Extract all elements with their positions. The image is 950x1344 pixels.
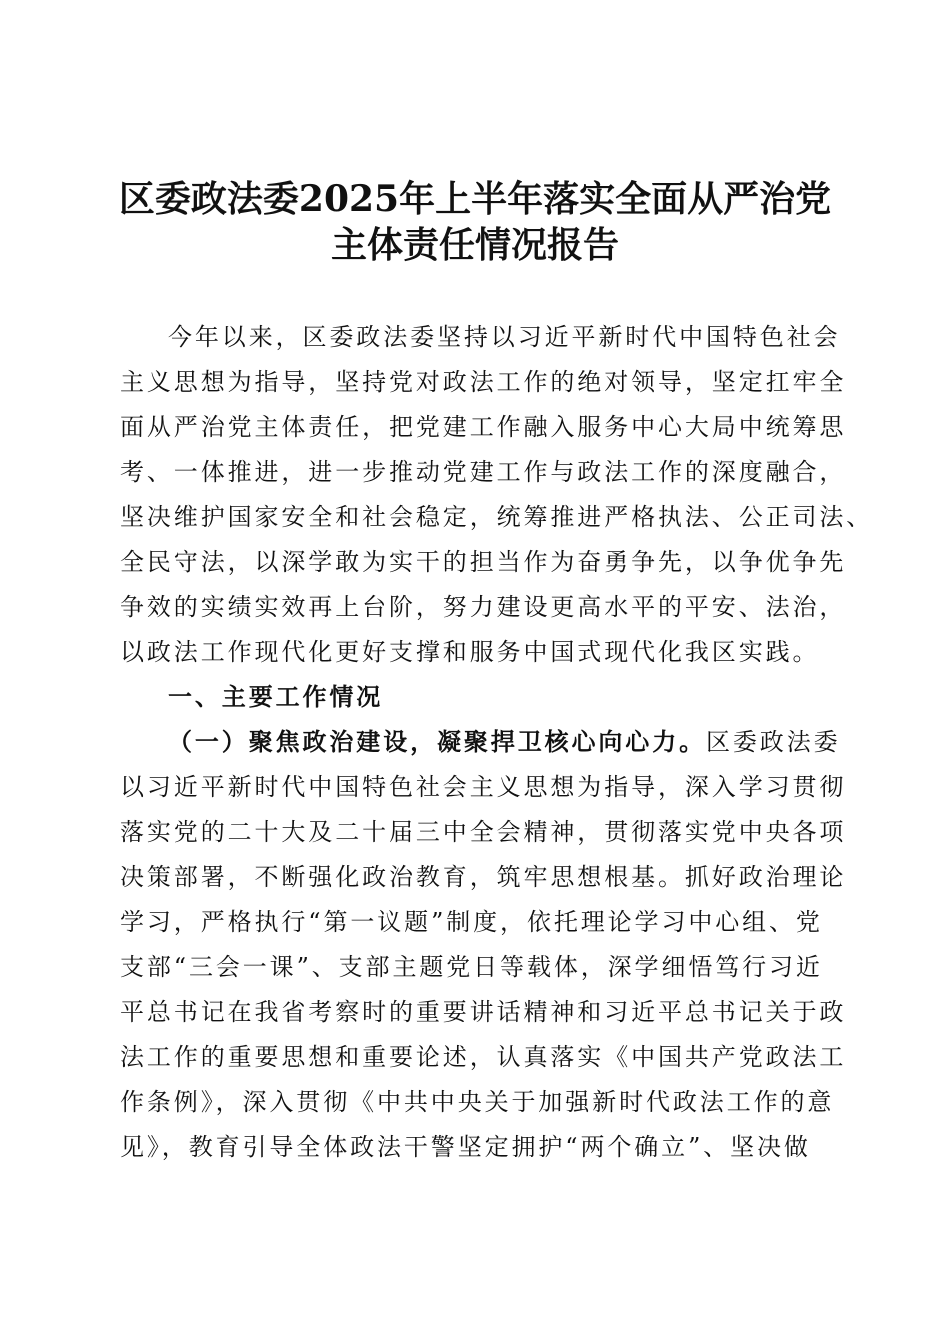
subsection-first-line-text: 区委政法委	[706, 728, 841, 756]
intro-paragraph-line: 主义思想为指导，坚持党对政法工作的绝对领导，坚定扛牢全	[120, 368, 847, 396]
document-title-line-2: 主体责任情况报告	[330, 224, 619, 266]
subsection-paragraph-line: 决策部署，不断强化政治教育，筑牢思想根基。抓好政治理论	[120, 863, 847, 891]
subsection-paragraph-line: 法工作的重要思想和重要论述，认真落实《中国共产党政法工	[120, 1043, 847, 1071]
subsection-paragraph-line: 支部“三会一课”、支部主题党日等载体，深学细悟笃行习近	[120, 953, 823, 981]
intro-paragraph-line: 考、一体推进，进一步推动党建工作与政法工作的深度融合，	[120, 458, 847, 486]
subsection-first-line	[168, 727, 840, 757]
subsection-heading-1: （一）聚焦政治建设，凝聚捍卫核心向心力。	[168, 727, 706, 756]
intro-paragraph-line: 坚决维护国家安全和社会稳定，统筹推进严格执法、公正司法、	[120, 503, 874, 531]
intro-paragraph-line: 全民守法，以深学敢为实干的担当作为奋勇争先，以争优争先	[120, 548, 847, 576]
intro-paragraph-line: 以政法工作现代化更好支撑和服务中国式现代化我区实践。	[120, 638, 820, 666]
subsection-paragraph-line: 以习近平新时代中国特色社会主义思想为指导，深入学习贯彻	[120, 773, 847, 801]
subsection-paragraph-line: 学习，严格执行“第一议题”制度，依托理论学习中心组、党	[120, 908, 823, 936]
section-heading-1: 一、主要工作情况	[168, 683, 384, 711]
subsection-paragraph-line: 平总书记在我省考察时的重要讲话精神和习近平总书记关于政	[120, 998, 847, 1026]
intro-paragraph-line: 面从严治党主体责任，把党建工作融入服务中心大局中统筹思	[120, 413, 847, 441]
subsection-paragraph-line: 见》，教育引导全体政法干警坚定拥护“两个确立”、坚决做	[120, 1133, 811, 1161]
subsection-paragraph-line: 作条例》，深入贯彻《中共中央关于加强新时代政法工作的意	[120, 1088, 835, 1116]
intro-paragraph-line: 今年以来，区委政法委坚持以习近平新时代中国特色社会	[168, 323, 841, 351]
subsection-paragraph-line: 落实党的二十大及二十届三中全会精神，贯彻落实党中央各项	[120, 818, 847, 846]
intro-paragraph-line: 争效的实绩实效再上台阶，努力建设更高水平的平安、法治，	[120, 593, 847, 621]
document-title-line-1: 区委政法委2025年上半年落实全面从严治党	[118, 178, 832, 220]
